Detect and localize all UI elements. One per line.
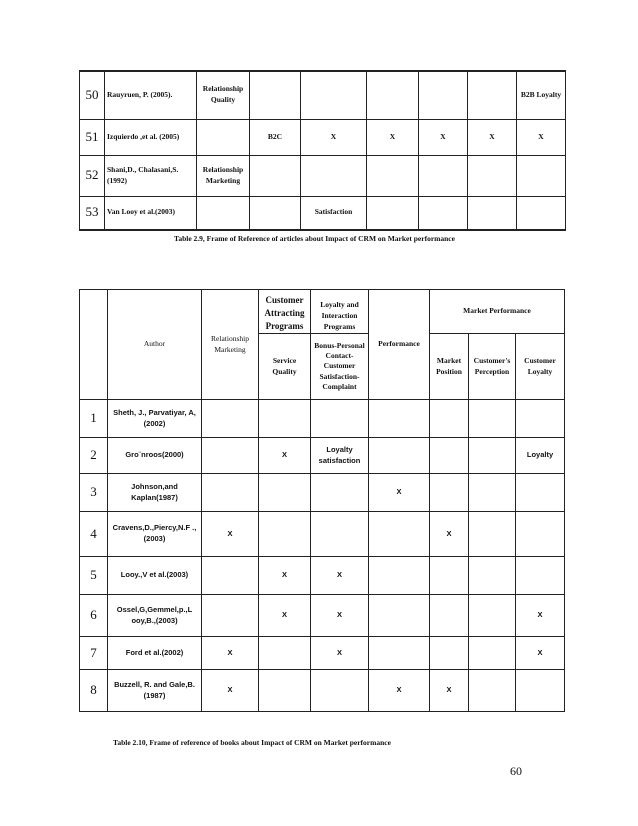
cell [468,71,517,119]
cell [259,400,311,438]
cell [311,670,369,712]
author-cell: Johnson,and Kaplan(1987) [108,474,202,512]
row-number: 52 [80,155,105,196]
cell [369,400,430,438]
table-row [80,557,565,595]
table-row [80,119,566,155]
cell [369,512,430,557]
author-cell: Izquierdo ,et al. (2005) [105,119,197,155]
cell [430,637,469,670]
row-number: 51 [80,119,105,155]
table-caption: Table 2.10, Frame of reference of books about Impact of CRM on Market performance [113,738,391,747]
cell: X [369,670,430,712]
cell [419,196,468,230]
author-cell: Ford et al.(2002) [108,637,202,670]
customer-attracting-header: Customer Attracting Programs [259,290,311,334]
cell [369,438,430,474]
cell [311,400,369,438]
performance-header: Performance [369,290,430,400]
cell [202,595,259,637]
cell [259,670,311,712]
header-row [80,290,565,334]
cell: Loyalty [516,438,565,474]
books-table [79,289,565,712]
table-row [80,595,565,637]
cell [250,155,301,196]
cell [311,474,369,512]
cell [469,438,516,474]
cell [516,670,565,712]
cell: X [430,670,469,712]
row-number: 3 [80,474,108,512]
row-number: 4 [80,512,108,557]
market-position-header: Market Position [430,334,469,400]
cell: X [202,670,259,712]
cell: X [369,474,430,512]
cell [202,557,259,595]
table-row [80,512,565,557]
cell [430,474,469,512]
row-number: 53 [80,196,105,230]
table-row [80,438,565,474]
cell [301,155,367,196]
cell [367,196,419,230]
cell [202,400,259,438]
author-header: Author [108,290,202,400]
row-number: 8 [80,670,108,712]
customer-loyalty-header: Customer Loyalty [516,334,565,400]
cell [469,595,516,637]
page-number: 60 [510,764,522,778]
service-quality-header: Service Quality [259,334,311,400]
author-cell: Gro¨nroos(2000) [108,438,202,474]
cell: X [468,119,517,155]
cell [516,474,565,512]
table-caption: Table 2.9, Frame of Reference of articles about Impact of CRM on Market performance [174,234,455,243]
cell [202,474,259,512]
cell [259,637,311,670]
cell [516,557,565,595]
cell [197,196,250,230]
cell [469,474,516,512]
market-performance-header: Market Performance [430,290,565,334]
cell [469,557,516,595]
cell: X [517,119,566,155]
table-row [80,71,566,119]
row-number: 2 [80,438,108,474]
cell [430,557,469,595]
cell [469,670,516,712]
table-row [80,670,565,712]
relationship-marketing-header: Relationship Marketing [202,290,259,400]
cell [367,155,419,196]
customers-perception-header: Customer's Perception [469,334,516,400]
row-number: 1 [80,400,108,438]
cell [468,196,517,230]
author-cell: Rauyruen, P. (2005). [105,71,197,119]
row-number: 6 [80,595,108,637]
cell [369,557,430,595]
cell [516,512,565,557]
cell [468,155,517,196]
author-cell: Cravens,D.,Piercy,N.F .,(2003) [108,512,202,557]
table-row [80,400,565,438]
cell [202,438,259,474]
cell: X [311,637,369,670]
row-number: 50 [80,71,105,119]
cell [250,196,301,230]
table-row [80,196,566,230]
cell: Relationship Quality [197,71,250,119]
author-cell: Ossel,G,Gemmel,p.,L ooy,B.,(2003) [108,595,202,637]
cell [259,474,311,512]
cell: X [311,557,369,595]
author-cell: Buzzell, R. and Gale,B.(1987) [108,670,202,712]
table-row [80,155,566,196]
cell [259,512,311,557]
row-number: 7 [80,637,108,670]
cell: X [516,637,565,670]
cell: X [259,438,311,474]
cell [516,400,565,438]
cell: Relationship Marketing [197,155,250,196]
loyalty-interaction-header: Loyalty and Interaction Programs [311,290,369,334]
cell: X [311,595,369,637]
table-row [80,637,565,670]
cell [469,637,516,670]
author-cell: Sheth, J., Parvatiyar, A, (2002) [108,400,202,438]
cell: X [301,119,367,155]
cell [430,595,469,637]
articles-table [79,70,566,231]
cell [517,196,566,230]
cell [369,637,430,670]
cell: X [202,512,259,557]
cell [430,438,469,474]
cell [369,595,430,637]
cell [301,71,367,119]
table-row [80,474,565,512]
bonus-header: Bonus-Personal Contact-Customer Satisfaction-Complaint [311,334,369,400]
cell [419,155,468,196]
header-blank [80,290,108,400]
cell: X [259,595,311,637]
cell [197,119,250,155]
cell: B2C [250,119,301,155]
cell [250,71,301,119]
cell [419,71,468,119]
cell: X [419,119,468,155]
author-cell: Shani,D., Chalasani,S. (1992) [105,155,197,196]
cell: B2B Loyalty [517,71,566,119]
cell: X [259,557,311,595]
cell: X [430,512,469,557]
cell: X [367,119,419,155]
cell: X [516,595,565,637]
cell: Loyalty satisfaction [311,438,369,474]
cell [469,400,516,438]
cell [469,512,516,557]
cell [517,155,566,196]
cell [367,71,419,119]
cell: Satisfaction [301,196,367,230]
row-number: 5 [80,557,108,595]
author-cell: Van Looy et al.(2003) [105,196,197,230]
cell [311,512,369,557]
cell [430,400,469,438]
author-cell: Looy.,V et al.(2003) [108,557,202,595]
cell: X [202,637,259,670]
